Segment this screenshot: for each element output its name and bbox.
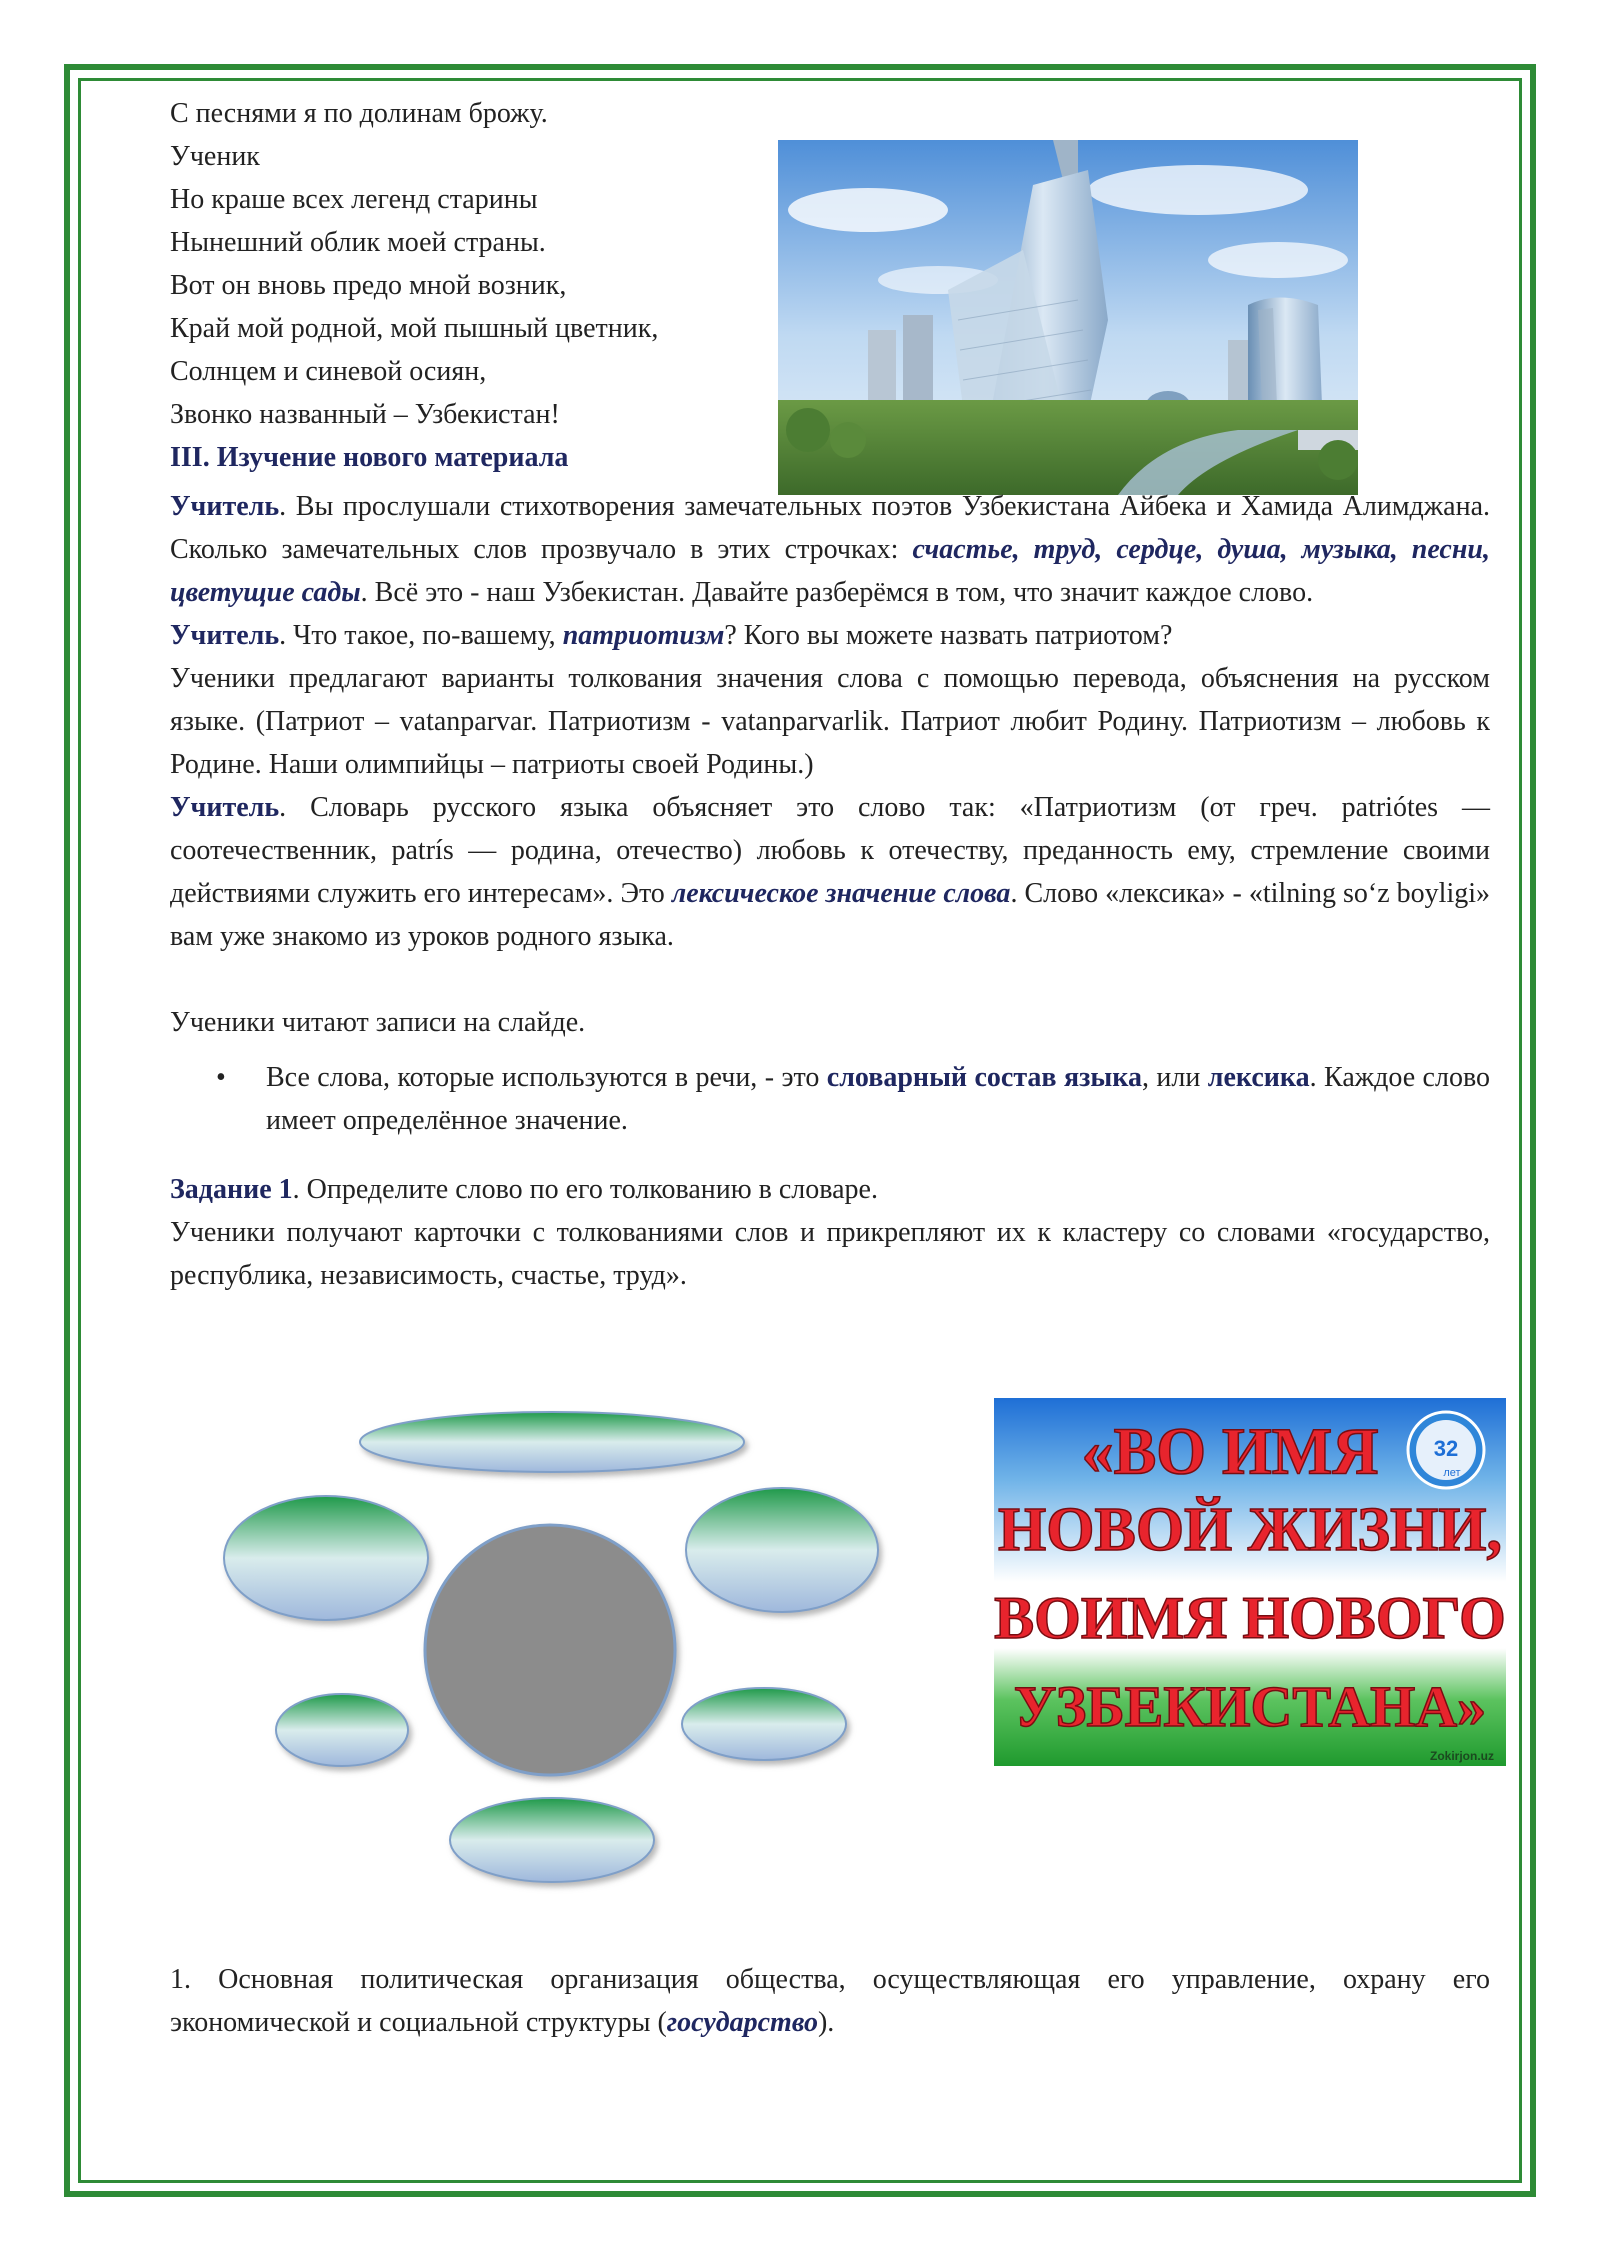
key-words: счастье, труд, сердце, душа, музыка, песни, цветущие сады [170, 534, 1490, 608]
poem-line: Нынешний облик моей страны. [170, 227, 546, 258]
task-text: . Определите слово по его толкованию в словаре. [292, 1174, 878, 1205]
paragraph-cards: Ученики получают карточки с толкованиями слов и прикрепляют их к кластеру со словами «государство, республика, независимость, счастье, труд». [170, 1217, 1490, 1291]
bullet-text: . Каждое слово имеет определённое значение. [266, 1062, 1490, 1136]
paragraph-text: . Всё это - наш Узбекистан. Давайте разберёмся в том, что значит каждое слово. [360, 577, 1314, 608]
poem-line: Вот он вновь предо мной возник, [170, 270, 567, 301]
bullet-bold: лексика [1207, 1062, 1310, 1093]
bullet-text: , или [1141, 1062, 1208, 1093]
banner-watermark: Zokirjon.uz [1430, 1749, 1494, 1763]
cluster-center-circle [425, 1525, 675, 1775]
poem-line: Но краше всех легенд старины [170, 184, 538, 215]
paragraph-text: . Вы прослушали стихотворения замечательных поэтов Узбекистана Айбека и Хамида Алимджана. Сколько замечательных слов прозвучало в этих строчках: [170, 491, 1490, 565]
poem-block [170, 92, 770, 479]
banner-line-1: «ВО ИМЯ [1081, 1415, 1379, 1489]
banner-line-3: ВОИМЯ НОВОГО [994, 1585, 1506, 1651]
uzbekistan-banner [994, 1398, 1506, 1766]
poem-line: Ученик [170, 141, 260, 172]
speaker-label: Учитель [170, 491, 280, 522]
bullet-item [170, 1056, 1490, 1142]
cluster-oval-bottom [450, 1798, 654, 1882]
paragraph-teacher-intro [170, 485, 1490, 614]
cluster-oval-left [224, 1496, 428, 1620]
badge-text: лет [1443, 1467, 1461, 1479]
badge-number: 32 [1433, 1436, 1459, 1461]
key-term: лексическое значение слова [671, 878, 1011, 909]
paragraph-students: Ученики предлагают варианты толкования значения слова с помощью перевода, объяснения на русском языке. (Патриот – vatanparvar. Патриотизм - vatanparvarlik. Патриот любит Родину. Патриотизм – любовь к Родине. Наши олимпийцы – патриоты своей Родины.) [170, 663, 1490, 780]
paragraph-text: . Слово «лексика» - «tilning so‘z boyligi» вам уже знакомо из уроков родного языка. [170, 878, 1491, 952]
paragraph-text: . Словарь русского языка объясняет это слово так: «Патриотизм (от греч. patriótes — соотечественник, patrís — родина, отечество) любовь к отечеству, преданность ему, стремление своими действиями служить его интересам». Это [170, 792, 1490, 909]
word-cluster-diagram [220, 1410, 900, 1930]
cluster-oval-left-small [276, 1694, 408, 1766]
paragraph-text: . Что такое, по-вашему, [279, 620, 563, 651]
poem-line: Звонко названный – Узбекистан! [170, 399, 560, 430]
cluster-oval-top [360, 1412, 744, 1472]
section-heading: III. Изучение нового материала [170, 442, 569, 473]
banner-line-2: НОВОЙ ЖИЗНИ, [998, 1496, 1502, 1564]
bullet-bold: словарный состав языка [826, 1062, 1142, 1093]
key-term: патриотизм [562, 620, 725, 651]
speaker-label: Учитель [170, 792, 280, 823]
paragraph-teacher-question [170, 614, 1490, 657]
banner-line-4: УЗБЕКИСТАНА» [1013, 1674, 1487, 1739]
task-heading [170, 1168, 1490, 1211]
anniversary-badge-icon [1408, 1412, 1484, 1488]
cluster-oval-right [686, 1488, 878, 1612]
definition-answer: государство [666, 2007, 818, 2038]
bullet-dot-icon: • [216, 1062, 226, 1093]
speaker-label: Учитель [170, 620, 280, 651]
paragraph-slide: Ученики читают записи на слайде. [170, 1007, 586, 1038]
definition-text: ). [817, 2007, 835, 2038]
poem-line: Солнцем и синевой осиян, [170, 356, 487, 387]
bullet-text: Все слова, которые используются в речи, - это [266, 1062, 827, 1093]
cluster-oval-right-small [682, 1688, 846, 1760]
poem-line: Край мой родной, мой пышный цветник, [170, 313, 659, 344]
definition-text: 1. Основная политическая организация общества, осуществляющая его управление, охрану его экономической и социальной структуры ( [170, 1964, 1490, 2038]
paragraph-teacher-dictionary [170, 786, 1490, 958]
definition-paragraph [170, 1958, 1490, 2044]
task-label: Задание 1 [170, 1174, 293, 1205]
paragraph-text: ? Кого вы можете назвать патриотом? [724, 620, 1173, 651]
poem-line: С песнями я по долинам брожу. [170, 98, 548, 129]
